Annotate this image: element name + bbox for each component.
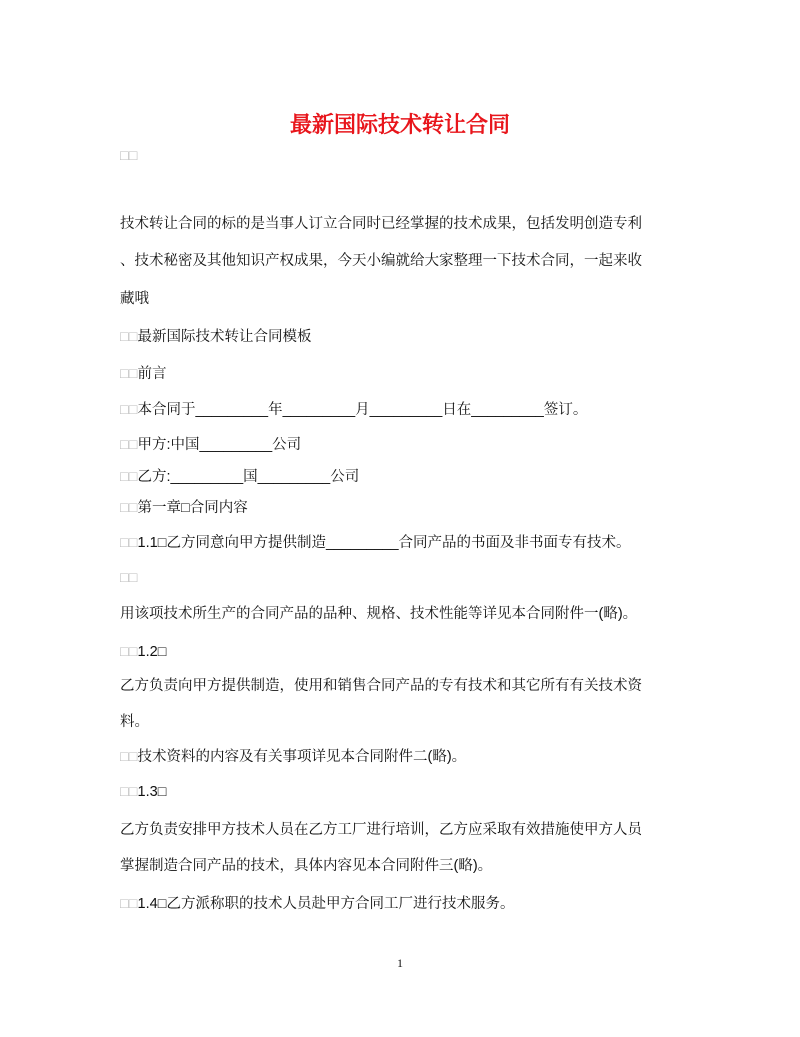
line-text: 乙方负责安排甲方技术人员在乙方工厂进行培训，乙方应采取有效措施使甲方人员 [120,822,642,838]
paragraph-line [120,604,637,624]
paragraph-line [120,435,301,455]
paragraph-line [120,364,167,384]
line-text: 最新国际技术转让合同模板 [137,329,312,345]
indent-placeholder: □□ [120,644,138,660]
paragraph-line [120,856,492,876]
paragraph-line [120,146,138,166]
line-text: 料。 [120,714,149,730]
indent-placeholder: □□ [120,402,138,418]
paragraph-line [120,533,631,553]
paragraph-line [120,820,642,840]
line-text: 乙方:_________国_________公司 [137,469,360,485]
indent-placeholder: □□ [120,749,138,765]
line-text: 藏哦 [120,291,149,307]
paragraph-line [120,327,312,347]
line-text: 1.3□ [137,784,167,800]
line-text: 技术转让合同的标的是当事人订立合同时已经掌握的技术成果，包括发明创造专利 [120,216,642,232]
line-text: 前言 [137,366,167,382]
indent-placeholder: □□ [120,437,138,453]
indent-placeholder: □□ [120,366,138,382]
paragraph-line [120,251,642,271]
indent-placeholder: □□ [120,469,138,485]
line-text: 乙方负责向甲方提供制造，使用和销售合同产品的专有技术和其它所有有关技术资 [120,678,642,694]
paragraph-line [120,568,138,588]
paragraph-line [120,642,166,662]
line-text: 技术资料的内容及有关事项详见本合同附件二(略)。 [137,749,467,765]
line-text: 掌握制造合同产品的技术，具体内容见本合同附件三(略)。 [120,858,493,874]
indent-placeholder: □□ [120,535,138,551]
page-number: 1 [397,956,403,970]
indent-placeholder: □□ [120,148,138,164]
document-title: 最新国际技术转让合同 [289,112,510,137]
indent-placeholder: □□ [120,329,138,345]
paragraph-line [120,712,149,732]
line-text: 本合同于_________年_________月_________日在_________签订。 [137,402,588,418]
paragraph-line [120,498,248,518]
paragraph-line [120,894,514,914]
line-text: 1.2□ [137,644,167,660]
paragraph-line [120,747,466,767]
paragraph-line [120,289,149,309]
line-text: 用该项技术所生产的合同产品的品种、规格、技术性能等详见本合同附件一(略)。 [120,606,638,622]
indent-placeholder: □□ [120,896,138,912]
line-text: 、技术秘密及其他知识产权成果，今天小编就给大家整理一下技术合同，一起来收 [120,253,642,269]
paragraph-line [120,400,587,420]
line-text: 1.4□乙方派称职的技术人员赴甲方合同工厂进行技术服务。 [137,896,515,912]
paragraph-line [120,676,642,696]
line-text: 甲方:中国_________公司 [137,437,302,453]
indent-placeholder: □□ [120,500,138,516]
line-text: 1.1□乙方同意向甲方提供制造_________合同产品的书面及非书面专有技术。 [137,535,631,551]
indent-placeholder: □□ [120,570,138,586]
indent-placeholder: □□ [120,784,138,800]
paragraph-line [120,467,359,487]
line-text: 第一章□合同内容 [137,500,248,516]
paragraph-line [120,214,642,234]
paragraph-line [120,782,166,802]
